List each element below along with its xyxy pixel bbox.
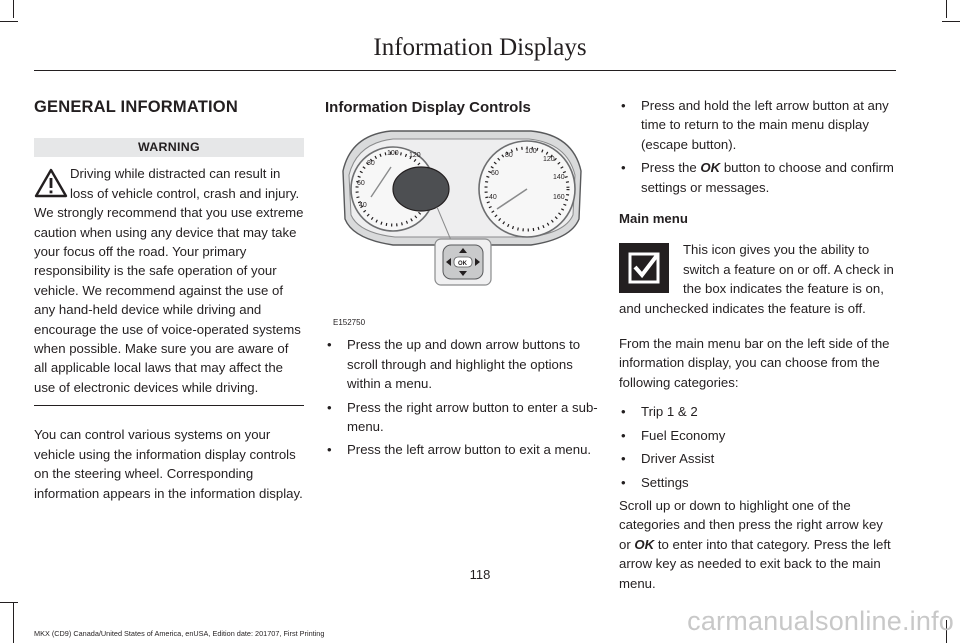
gauge-left-label: 120 [409, 152, 421, 160]
list-item: • Press the up and down arrow buttons to scroll through and highlight the options within a menu. [327, 337, 581, 392]
list-item: • Driver Assist [621, 451, 715, 467]
column-main-menu [619, 92, 895, 603]
list-item: • Press the OK button to choose and confirm settings or messages. [621, 160, 894, 195]
gauge-right-label: 40 [489, 194, 497, 202]
controls-list-continued [619, 96, 895, 197]
header-rule [34, 70, 896, 71]
gauge-right-label: 80 [505, 152, 513, 160]
warning-triangle-icon [34, 168, 68, 198]
checkbox-check-icon [619, 243, 669, 293]
controls-list [325, 335, 600, 459]
gauge-left-label: 40 [359, 202, 367, 210]
page-number: 118 [469, 567, 491, 582]
page-header-title: Information Displays [373, 34, 587, 61]
warning-divider [34, 405, 304, 406]
ok-button-label: OK [458, 261, 467, 268]
instrument-cluster-figure [331, 127, 601, 327]
gauge-right-label: 60 [491, 170, 499, 178]
crop-mark [0, 21, 18, 22]
list-item: • Fuel Economy [621, 427, 726, 443]
warning-title: WARNING [34, 138, 304, 157]
icon-description: This icon gives you the ability to switch a feature on or off. A check in the box indicates the feature is on, and unchecked indicates the feature is off. [619, 242, 894, 316]
warning-body [34, 164, 304, 397]
gauge-left-label: 100 [387, 150, 399, 158]
figure-code: E152750 [333, 318, 366, 328]
gauge-left-label: 80 [367, 160, 375, 168]
crop-mark [946, 0, 947, 18]
column-display-controls [325, 92, 600, 464]
edition-note: MKX (CD9) Canada/United States of America, enUSA, Edition date: 201707, First Printing [34, 629, 325, 638]
section-heading: Information Display Controls [325, 99, 531, 116]
watermark: carmanualsonline.info [687, 606, 954, 636]
list-item: • Press the right arrow button to enter a sub-menu. [327, 399, 598, 435]
gauge-left-label: 60 [357, 180, 365, 188]
categories-list [619, 402, 895, 492]
list-item: • Press the left arrow button to exit a menu. [327, 442, 592, 458]
crop-mark [13, 602, 14, 643]
main-menu-heading: Main menu [619, 211, 688, 227]
gauge-right-label: 120 [543, 156, 555, 164]
crop-mark [13, 0, 14, 18]
section-heading: GENERAL INFORMATION [34, 98, 238, 116]
cluster-illustration [331, 127, 593, 307]
crop-mark [0, 602, 18, 603]
gauge-right-label: 140 [553, 174, 565, 182]
list-item: • Settings [621, 474, 689, 490]
list-item: • Press and hold the left arrow button at any time to return to the main menu display (escape button). [621, 98, 889, 152]
body-paragraph: You can control various systems on your vehicle using the information display controls on the steering wheel. Corresponding information appears in the information display. [34, 427, 303, 501]
warning-text: Driving while distracted can result in loss of vehicle control, crash and injury. We strongly recommend that you use extreme caution when using any device that may take your focus off the road. Your primary responsibility is the safe operation of your vehicle. We recommend against the use of any hand-held device while driving and encourage the use of voice-operated systems when possible. Make sure you are aware of all applicable local laws that may affect the use of electronic devices while driving. [34, 166, 304, 395]
column-general-information [34, 92, 304, 513]
list-item: • Trip 1 & 2 [621, 404, 698, 420]
categories-intro: From the main menu bar on the left side of the information display, you can choose from the following categories: [619, 336, 890, 390]
final-paragraph: Scroll up or down to highlight one of the categories and then press the right arrow key or OK to enter into that category. Press the left arrow key as needed to exit back to the main menu. [619, 497, 891, 591]
gauge-right-label: 100 [525, 148, 537, 156]
gauge-right-label: 160 [553, 194, 565, 202]
crop-mark [942, 21, 960, 22]
